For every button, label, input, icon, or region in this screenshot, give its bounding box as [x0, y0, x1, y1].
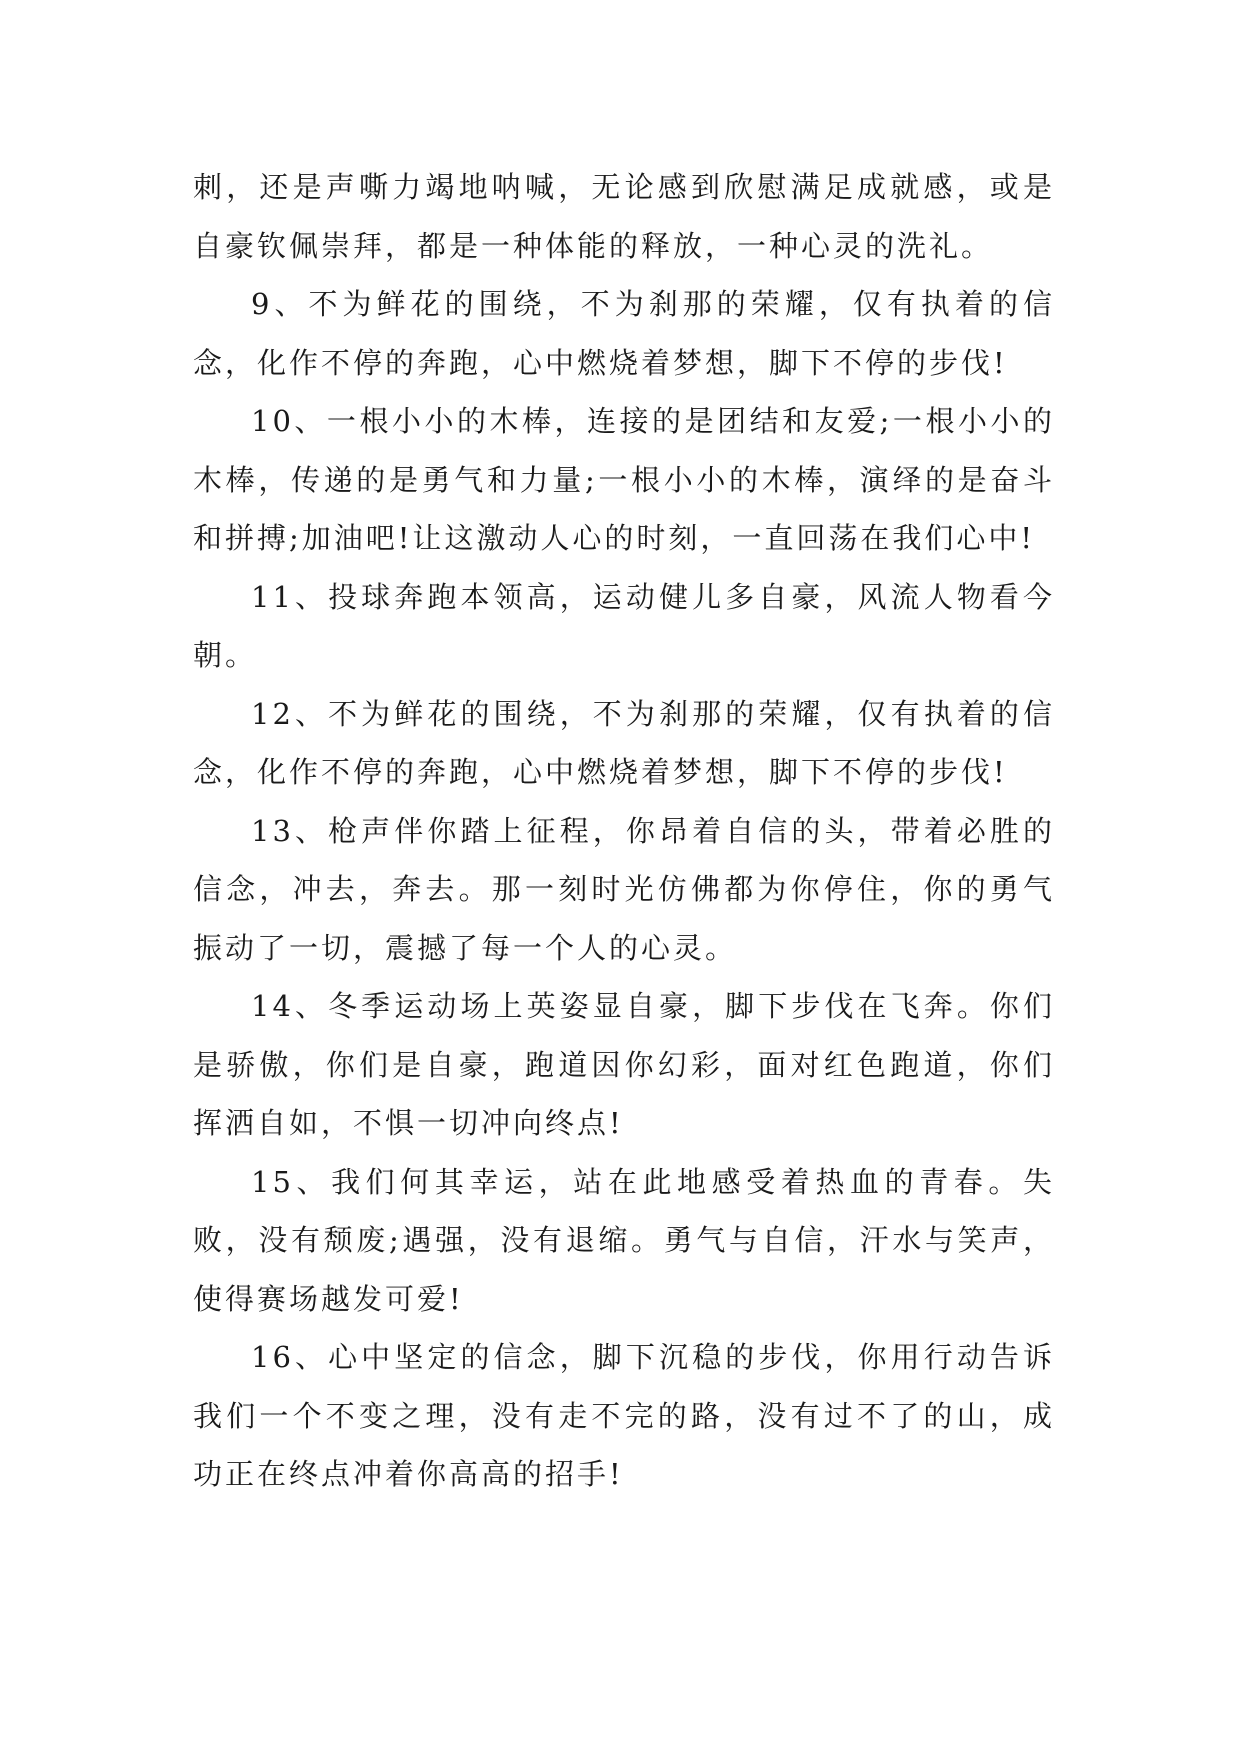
- paragraph-item-14: 14、冬季运动场上英姿显自豪，脚下步伐在飞奔。你们是骄傲，你们是自豪，跑道因你幻彩，面对红色跑道，你们挥洒自如，不惧一切冲向终点!: [193, 989, 1055, 1140]
- paragraph-item-10: 10、一根小小的木棒，连接的是团结和友爱;一根小小的木棒，传递的是勇气和力量;一根小小的木棒，演绎的是奋斗和拼搏;加油吧!让这激动人心的时刻，一直回荡在我们心中!: [193, 404, 1055, 555]
- paragraph-continuation: 刺，还是声嘶力竭地呐喊，无论感到欣慰满足成就感，或是自豪钦佩崇拜，都是一种体能的释放，一种心灵的洗礼。: [193, 170, 1055, 263]
- paragraph-item-15: 15、我们何其幸运，站在此地感受着热血的青春。失败，没有颓废;遇强，没有退缩。勇气与自信，汗水与笑声，使得赛场越发可爱!: [193, 1164, 1055, 1316]
- paragraph-item-12: 12、不为鲜花的围绕，不为刹那的荣耀，仅有执着的信念，化作不停的奔跑，心中燃烧着梦想，脚下不停的步伐!: [193, 696, 1055, 789]
- paragraph-item-9: 9、不为鲜花的围绕，不为刹那的荣耀，仅有执着的信念，化作不停的奔跑，心中燃烧着梦想，脚下不停的步伐!: [193, 287, 1055, 380]
- paragraph-item-11: 11、投球奔跑本领高，运动健儿多自豪，风流人物看今朝。: [193, 579, 1055, 672]
- paragraph-item-16: 16、心中坚定的信念，脚下沉稳的步伐，你用行动告诉我们一个不变之理，没有走不完的路，没有过不了的山，成功正在终点冲着你高高的招手!: [193, 1340, 1055, 1491]
- document-body: [193, 158, 1055, 1504]
- paragraph-item-13: 13、枪声伴你踏上征程，你昂着自信的头，带着必胜的信念，冲去，奔去。那一刻时光仿佛都为你停住，你的勇气振动了一切，震撼了每一个人的心灵。: [193, 813, 1055, 965]
